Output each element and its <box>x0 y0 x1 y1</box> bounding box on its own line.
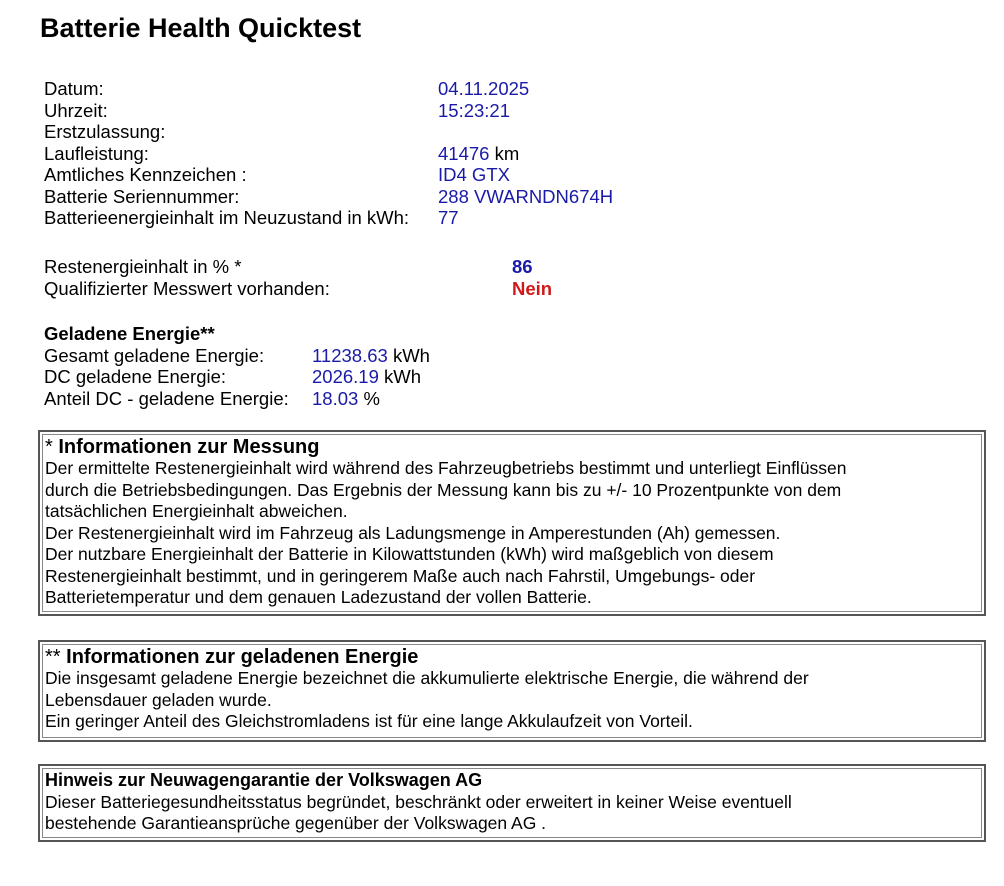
date-label: Datum: <box>44 78 104 99</box>
total-energy-value: 11238.63 <box>312 344 388 366</box>
measurement-info-box <box>38 430 986 616</box>
energy-info-heading <box>45 646 979 668</box>
time-label: Uhrzeit: <box>44 99 108 121</box>
mileage-label: Laufleistung: <box>44 142 149 164</box>
battery-serial-label: Batterie Seriennummer: <box>44 185 240 207</box>
total-energy-label: Gesamt geladene Energie: <box>44 344 265 366</box>
mileage-value-group <box>438 143 519 164</box>
dc-energy-value-group <box>312 366 421 387</box>
qualified-value: Nein <box>512 277 553 299</box>
license-plate-label: Amtliches Kennzeichen : <box>44 164 247 185</box>
energy-info-line: Ein geringer Anteil des Gleichstromladens ist für eine lange Akkulaufzeit von Vorteil. <box>45 711 693 731</box>
warranty-heading: Hinweis zur Neuwagengarantie der Volkswagen AG <box>45 770 483 790</box>
measurement-info-line: Restenergieinhalt bestimmt, und in geringerem Maße auch nach Fahrstil, Umgebungs- oder <box>45 565 756 586</box>
footnote-marker: ** <box>45 646 61 668</box>
qualified-label: Qualifizierter Messwert vorhanden: <box>44 277 330 299</box>
dc-energy-label: DC geladene Energie: <box>44 366 227 387</box>
charged-energy-heading: Geladene Energie** <box>44 323 215 344</box>
nominal-capacity-value: 77 <box>438 207 459 228</box>
mileage-unit: km <box>494 142 520 164</box>
energy-info-line: Lebensdauer geladen wurde. <box>45 689 272 710</box>
time-value: 15:23:21 <box>438 99 511 121</box>
date-value: 04.11.2025 <box>438 78 530 99</box>
mileage-value: 41476 <box>438 142 490 164</box>
dc-share-unit: % <box>363 387 380 409</box>
measurement-info-line: durch die Betriebsbedingungen. Das Ergebnis der Messung kann bis zu +/- 10 Prozentpunkte von dem <box>45 479 842 500</box>
measurement-info-line: Der Restenergieinhalt wird im Fahrzeug als Ladungsmenge in Amperestunden (Ah) gemessen. <box>45 522 781 543</box>
total-energy-unit: kWh <box>392 344 430 366</box>
battery-serial-value: 288 VWARNDN674H <box>438 185 614 207</box>
warranty-line: bestehende Garantieansprüche gegenüber der Volkswagen AG . <box>45 813 547 833</box>
measurement-info-line: tatsächlichen Energieinhalt abweichen. <box>45 501 348 521</box>
dc-energy-unit: kWh <box>384 366 422 387</box>
energy-info-line: Die insgesamt geladene Energie bezeichnet die akkumulierte elektrische Energie, die während der <box>45 668 809 688</box>
measurement-info-heading <box>45 436 979 458</box>
measurement-info-line: Batterietemperatur und dem genauen Ladezustand der vollen Batterie. <box>45 587 592 607</box>
soh-value: 86 <box>512 256 533 277</box>
dc-share-value-group <box>312 388 380 409</box>
soh-label: Restenergieinhalt in % * <box>44 256 242 277</box>
dc-share-label: Anteil DC - geladene Energie: <box>44 387 289 409</box>
page-title: Batterie Health Quicktest <box>40 13 362 43</box>
warranty-line: Dieser Batteriegesundheitsstatus begründet, beschränkt oder erweitert in keiner Weise eventuell <box>45 791 792 812</box>
dc-energy-value: 2026.19 <box>312 366 379 387</box>
dc-share-value: 18.03 <box>312 387 359 409</box>
total-energy-value-group <box>312 345 430 366</box>
energy-info-title: Informationen zur geladenen Energie <box>66 646 419 668</box>
energy-info-box <box>38 640 986 742</box>
measurement-info-title: Informationen zur Messung <box>58 436 320 458</box>
footnote-marker: * <box>45 436 53 458</box>
warranty-info-box <box>38 764 986 842</box>
measurement-info-line: Der nutzbare Energieinhalt der Batterie in Kilowattstunden (kWh) wird maßgeblich von diesem <box>45 544 774 564</box>
nominal-capacity-label: Batterieenergieinhalt im Neuzustand in kWh: <box>44 207 410 228</box>
first-registration-label: Erstzulassung: <box>44 121 166 142</box>
measurement-info-line: Der ermittelte Restenergieinhalt wird während des Fahrzeugbetriebs bestimmt und unterliegt Einflüssen <box>45 458 847 478</box>
license-plate-value: ID4 GTX <box>438 164 510 185</box>
